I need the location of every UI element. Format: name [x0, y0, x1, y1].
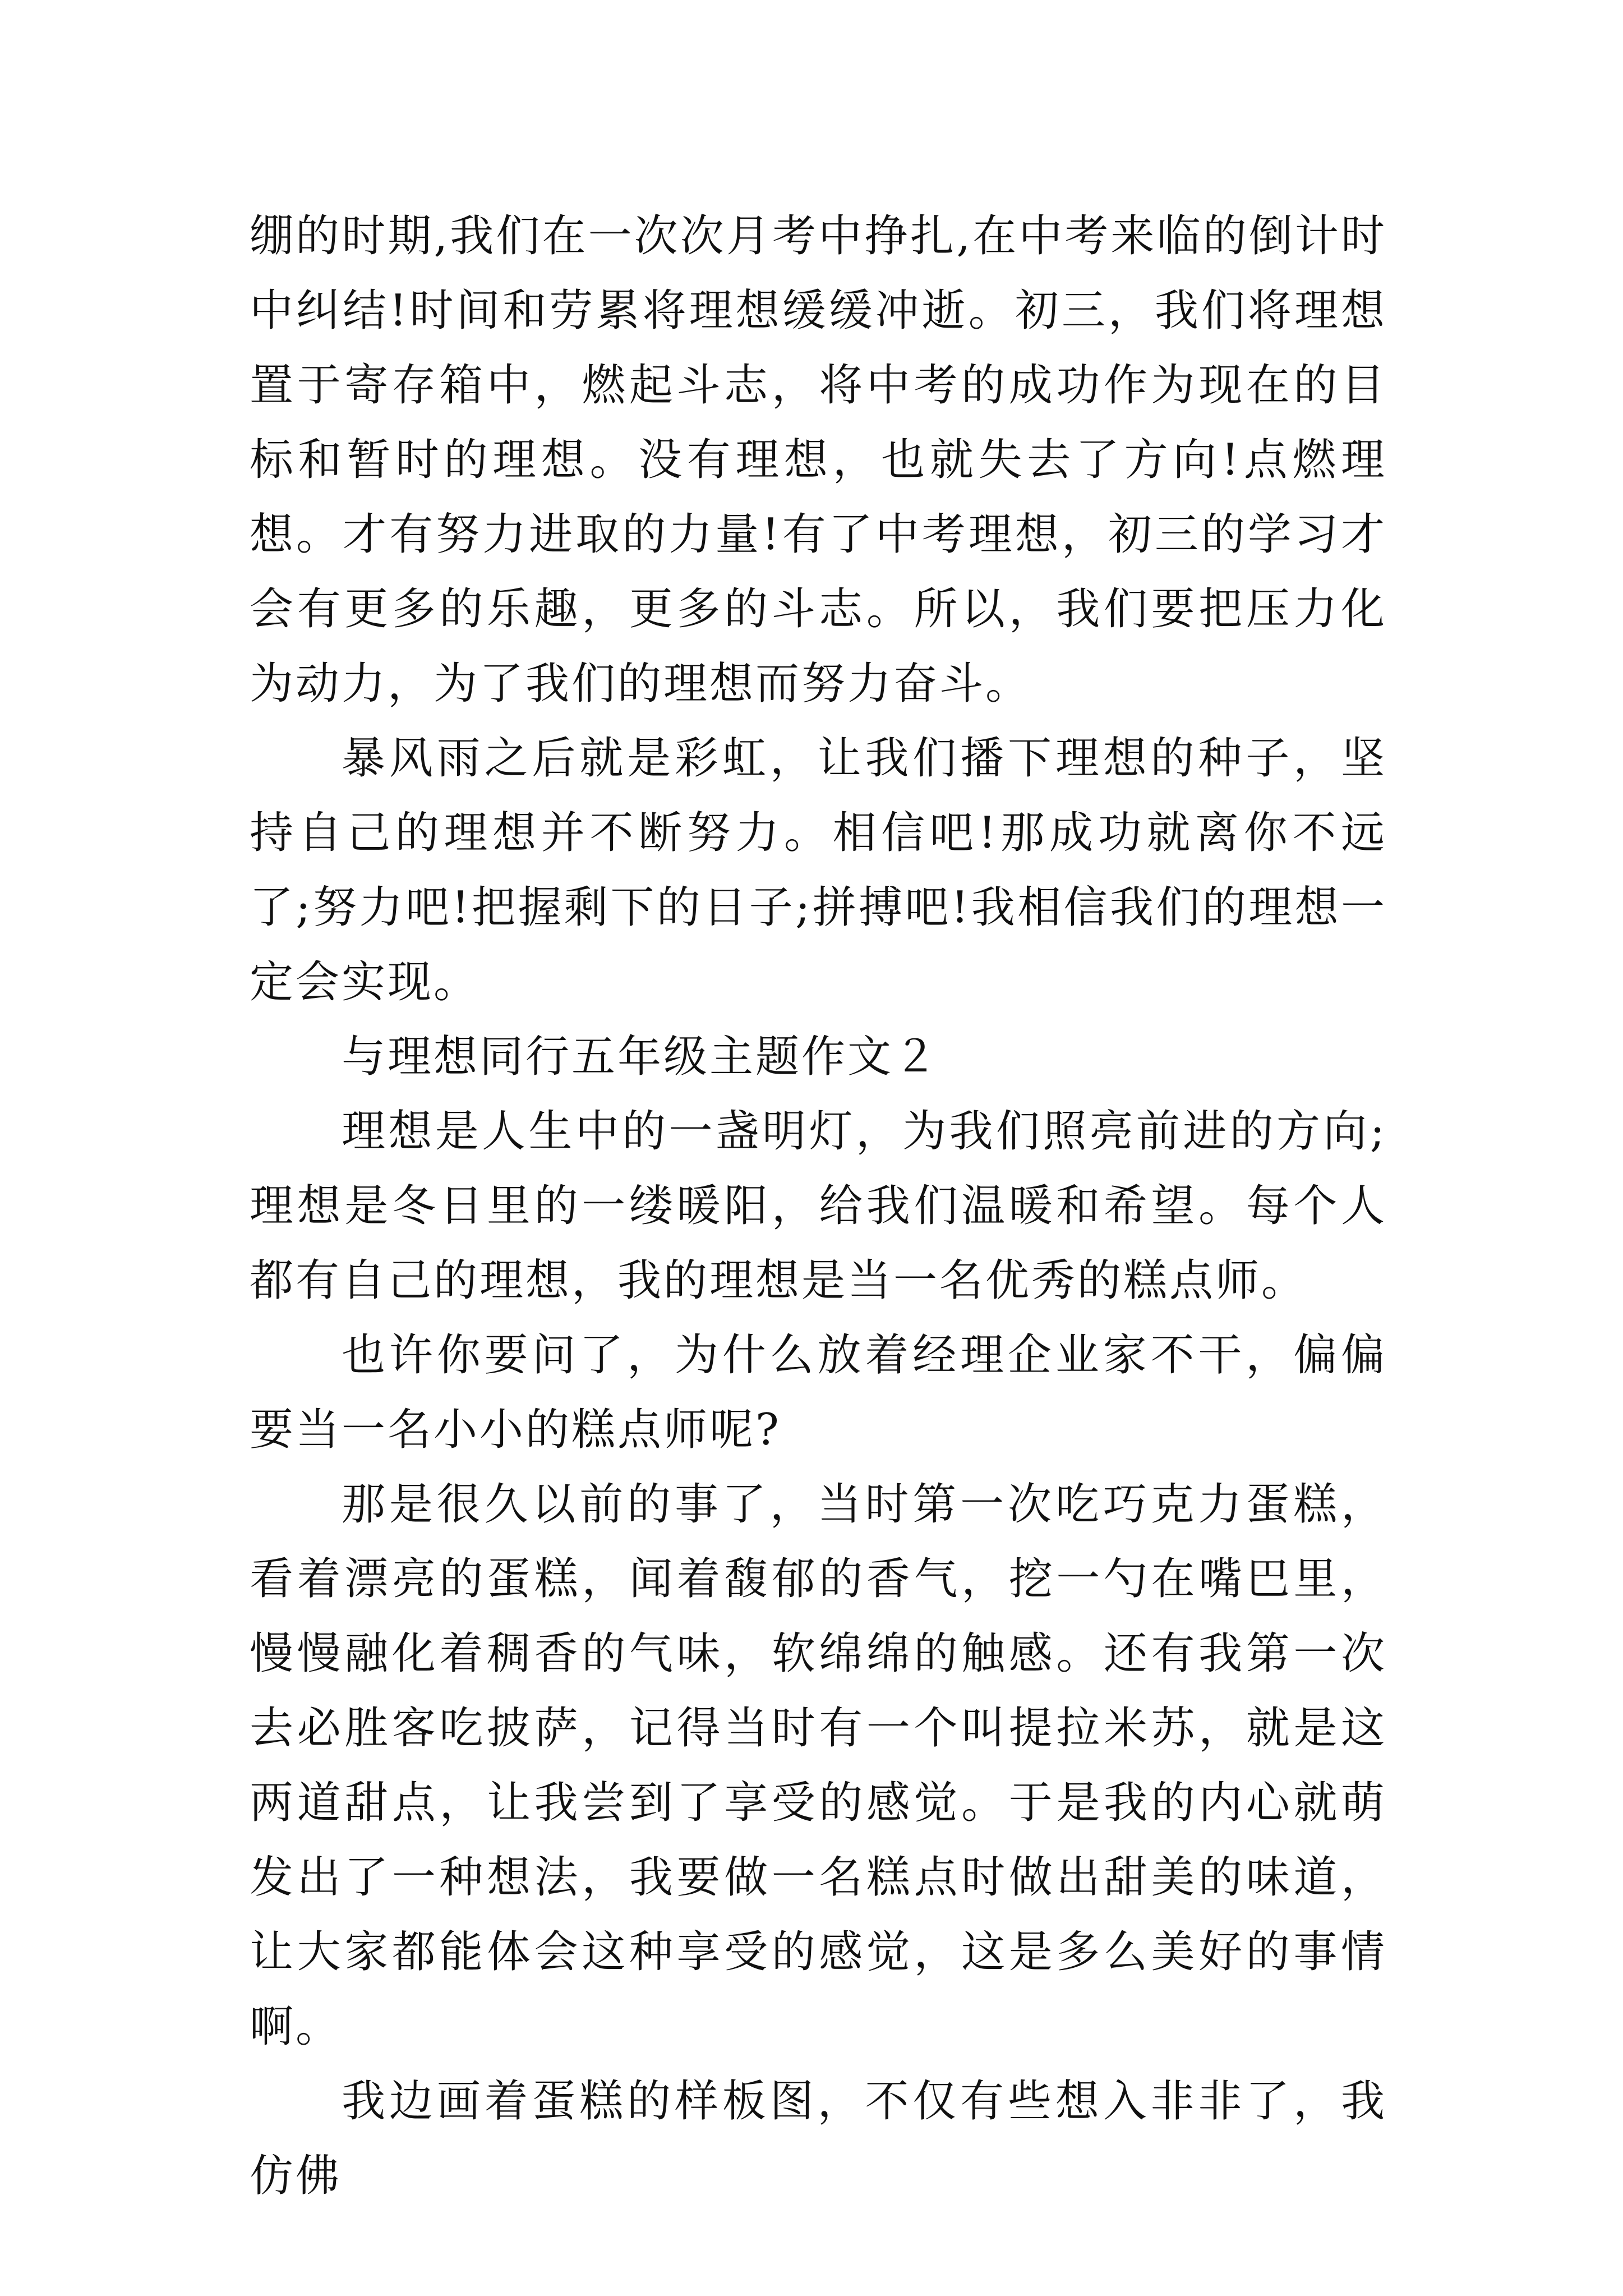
- paragraph-1: 绷的时期,我们在一次次月考中挣扎,在中考来临的倒计时中纠结!时间和劳累将理想缓缓冲逝。初三，我们将理想置于寄存箱中，燃起斗志，将中考的成功作为现在的目标和暂时的理想。没有理想，也就失去了方向!点燃理想。才有努力进取的力量!有了中考理想，初三的学习才会有更多的乐趣，更多的斗志。所以，我们要把压力化为动力，为了我们的理想而努力奋斗。: [250, 211, 1387, 709]
- paragraph-5: 那是很久以前的事了，当时第一次吃巧克力蛋糕，看着漂亮的蛋糕，闻着馥郁的香气，挖一勺在嘴巴里，慢慢融化着稠香的气味，软绵绵的触感。还有我第一次去必胜客吃披萨，记得当时有一个叫提拉米苏，就是这两道甜点，让我尝到了享受的感觉。于是我的内心就萌发出了一种想法，我要做一名糕点时做出甜美的味道，让大家都能体会这种享受的感觉，这是多么美好的事情啊。: [250, 1479, 1387, 2052]
- paragraph-3: 理想是人生中的一盏明灯，为我们照亮前进的方向;理想是冬日里的一缕暖阳，给我们温暖和希望。每个人都有自己的理想，我的理想是当一名优秀的糕点师。: [250, 1106, 1387, 1306]
- essay-heading: 与理想同行五年级主题作文２: [342, 1032, 940, 1082]
- document-body: [250, 199, 1387, 2214]
- paragraph-6: 我边画着蛋糕的样板图，不仅有些想入非非了，我仿佛: [250, 2076, 1387, 2201]
- paragraph-4: 也许你要问了，为什么放着经理企业家不干，偏偏要当一名小小的糕点师呢?: [250, 1330, 1387, 1455]
- paragraph-2: 暴风雨之后就是彩虹，让我们播下理想的种子，坚持自己的理想并不断努力。相信吧!那成功就离你不远了;努力吧!把握剩下的日子;拼搏吧!我相信我们的理想一定会实现。: [250, 733, 1387, 1007]
